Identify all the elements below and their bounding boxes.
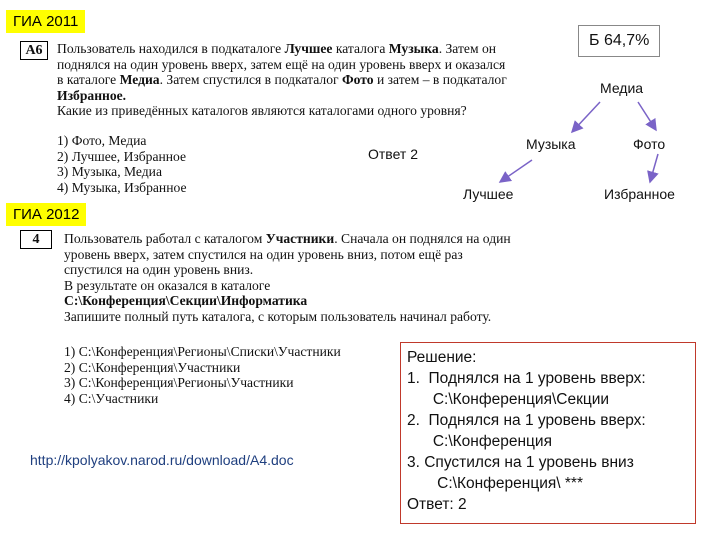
- text-fragment: . Затем он: [438, 41, 497, 56]
- text-bold: Лучшее: [284, 41, 333, 56]
- text-fragment: . Затем спустился в подкаталог: [159, 72, 342, 87]
- text-line: спустился на один уровень вниз.: [64, 262, 254, 277]
- question-number-4: 4: [20, 230, 52, 249]
- gia-2012-question-text: [64, 231, 564, 324]
- text-line: Какие из приведённых каталогов являются каталогами одного уровня?: [57, 103, 467, 118]
- arrow-media-to-photo: [638, 102, 656, 130]
- tree-node-media: Медиа: [600, 80, 644, 96]
- solution-line: 1. Поднялся на 1 уровень вверх:: [407, 370, 646, 387]
- text-line: Запишите полный путь каталога, с которым пользователь начинал работу.: [64, 308, 492, 324]
- option-2: 2) Лучшее, Избранное: [57, 148, 187, 164]
- text-line: уровень вверх, затем спустился на один уровень вниз, потом ещё раз: [64, 246, 463, 262]
- text-bold: Фото: [342, 72, 374, 87]
- text-bold: Медиа: [119, 72, 160, 87]
- arrow-media-to-music: [572, 102, 600, 132]
- tree-node-best: Лучшее: [463, 186, 514, 202]
- tree-node-music: Музыка: [526, 136, 576, 152]
- option-3: 3) С:\Конференция\Регионы\Участники: [64, 375, 294, 390]
- text-line: В результате он оказался в каталоге: [64, 277, 271, 293]
- solution-line: 2. Поднялся на 1 уровень вверх:: [407, 412, 646, 429]
- solution-box: [400, 342, 696, 524]
- option-1: 1) С:\Конференция\Регионы\Списки\Участники: [64, 344, 341, 359]
- option-3: 3) Музыка, Медиа: [57, 164, 162, 179]
- solution-line: С:\Конференция\ ***: [407, 475, 583, 492]
- solution-line: С:\Конференция\Секции: [407, 391, 610, 408]
- option-1: 1) Фото, Медиа: [57, 133, 147, 148]
- gia-2011-options: [57, 133, 186, 195]
- answer-label: Ответ 2: [368, 146, 418, 162]
- tree-node-favorites: Избранное: [604, 186, 675, 202]
- arrow-music-to-best: [500, 160, 532, 182]
- option-2: 2) С:\Конференция\Участники: [64, 359, 241, 375]
- text-fragment: Пользователь работал с каталогом: [64, 231, 266, 246]
- source-link[interactable]: http://kpolyakov.narod.ru/download/A4.doc: [30, 452, 294, 468]
- percent-box: Б 64,7%: [578, 25, 660, 57]
- text-bold: Музыка: [388, 41, 439, 56]
- question-number-a6: А6: [20, 41, 48, 60]
- text-fragment: . Сначала он поднялся на один: [334, 231, 511, 246]
- gia-2011-tag: ГИА 2011: [6, 10, 85, 33]
- option-4: 4) Музыка, Избранное: [57, 179, 187, 195]
- text-fragment: Пользователь находился в подкаталоге: [57, 41, 285, 56]
- text-fragment: каталога: [332, 41, 389, 56]
- text-fragment: в каталоге: [57, 72, 120, 87]
- text-line: поднялся на один уровень вверх, затем ещё на один уровень вверх и оказался: [57, 56, 506, 72]
- gia-2012-tag: ГИА 2012: [6, 203, 86, 226]
- solution-line: 3. Спустился на 1 уровень вниз: [407, 454, 634, 471]
- option-4: 4) С:\Участники: [64, 390, 159, 406]
- solution-title: Решение:: [407, 349, 477, 366]
- solution-answer: Ответ: 2: [407, 496, 467, 513]
- solution-line: С:\Конференция: [407, 433, 552, 450]
- text-bold: С:\Конференция\Секции\Информатика: [64, 293, 308, 308]
- gia-2012-options: [64, 344, 341, 406]
- arrow-photo-to-favorites: [650, 154, 658, 182]
- text-bold: Участники: [265, 231, 335, 246]
- tree-node-photo: Фото: [633, 136, 666, 152]
- text-fragment: и затем – в подкаталог: [373, 72, 507, 87]
- text-bold: Избранное.: [57, 87, 127, 103]
